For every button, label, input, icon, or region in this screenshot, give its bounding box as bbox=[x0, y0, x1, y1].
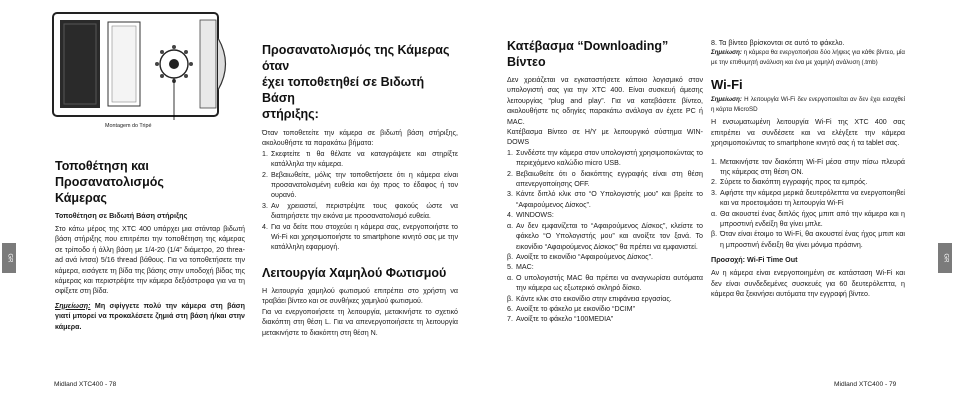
section-body: Η ενσωματωμένη λειτουργία Wi-Fi της XTC 400 σας επιτρέπει να συνδέσετε και να ελέγξετε την κάμερα χρησιμοποιώντας το smartphone κινητό σας ή τα tablet σας. bbox=[711, 118, 905, 148]
list-item: 2. Σύρετε το διακόπτη εγγραφής προς τα εμπρός. bbox=[711, 178, 868, 187]
section-camera-mounting bbox=[55, 158, 245, 332]
section-body: Κατέβασμα Βίντεο σε Η/Υ με λειτουργικό σύστημα WIN-DOWS bbox=[507, 128, 703, 147]
page-number-left: Midland XTC400 - 78 bbox=[54, 381, 117, 388]
section-body: Για να ενεργοποιήσετε τη λειτουργία, μετακινήστε το σχετικό διακόπτη στη θέση L. Για να απενεργοποιήσετε τη λειτουργία μετακινήστε το διακόπτη στη θέση N. bbox=[262, 307, 458, 337]
camera-tripod-illustration bbox=[50, 8, 235, 120]
language-tab-left: GR bbox=[2, 243, 16, 273]
section-intro: Όταν τοποθετείτε την κάμερα σε βιδωτή βάση στήριξης, ακολουθήστε τα παρακάτω βήματα: bbox=[262, 129, 458, 148]
section-download bbox=[507, 38, 703, 325]
wifi-note: Σημείωση: Η λειτουργία Wi-Fi δεν ενεργοποιείται αν δεν έχει εισαχθεί η κάρτα MicroSD bbox=[711, 96, 905, 113]
list-item: α. Θα ακουστεί ένας διπλός ήχος μπιπ από την κάμερα και η μπροστινή ενδείξη θα γίνει μπλε. bbox=[711, 209, 905, 229]
section-title-low-light: Λειτουργία Χαμηλού Φωτισμού bbox=[262, 265, 447, 280]
list-item: β. Κάντε κλικ στο εικονίδιο στην επιφάνεια εργασίας. bbox=[507, 294, 672, 303]
list-item: 1. Σκεφτείτε τι θα θέλατε να καταγράψετε και στηρίξτε κατάλληλα την κάμερα. bbox=[262, 149, 458, 169]
figure-caption: Montagem do Tripé bbox=[105, 123, 152, 129]
section-title-wifi: Wi-Fi bbox=[711, 77, 743, 93]
section-wifi bbox=[711, 38, 905, 300]
section-subtitle: Τοποθέτηση σε Βιδωτή Βάση στήριξης bbox=[55, 211, 188, 220]
list-item: 3. Κάντε διπλό κλικ στο “Ο Υπολογιστής μου” και βρείτε το “Αφαιρούμενος Δίσκος”. bbox=[507, 190, 703, 209]
list-item: 1. Συνδέστε την κάμερα στον υπολογιστή χρησιμοποιώντας το περιεχόμενο καλώδιο micro USB. bbox=[507, 148, 703, 168]
list-item: 6. Ανοίξτε το φάκελο με εικονίδιο “DCIM” bbox=[507, 304, 635, 313]
list-item: 2. Βεβαιωθείτε, μόλις την τοποθετήσετε ότι η κάμερα είναι προσανατολισμένη ευθεία και όχι προς το έδαφος ή τον ουρανό. bbox=[262, 170, 458, 200]
list-item: β. Ανοίξτε το εικονίδιο “Αφαιρούμενος Δίσκος”. bbox=[507, 252, 653, 261]
section-body: Η λειτουργία χαμηλού φωτισμού επιτρέπει στο χρήστη να τραβάει βίντεο και σε συνθήκες χαμηλού φωτισμού. bbox=[262, 286, 458, 306]
list-item: 4. Για να δείτε που στοχεύει η κάμερα σας, ενεργοποιήστε το Wi-Fi και χρησιμοποιήστε το smartphone κινητό σας με την κατάλληλη εφαρμογή. bbox=[262, 222, 458, 252]
section-title: Τοποθέτηση και Προσανατολισμός Κάμερας bbox=[55, 159, 164, 205]
section-title: Κατέβασμα “Downloading” Βίντεο bbox=[507, 39, 669, 69]
list-item: 7. Ανοίξτε το φάκελο “100MEDIA” bbox=[507, 315, 614, 324]
list-item: 5. MAC: bbox=[507, 263, 534, 272]
subsection-title: Προσοχή: Wi-Fi Time Out bbox=[711, 255, 798, 265]
section-body: Δεν χρειάζεται να εγκαταστήσετε κάποιο λογισμικό στον υπολογιστή σας για την XTC 400. Είναι συσκευή άμεσης λειτουργίας “plug and play”. Για να κατεβάσετε βίντεο, ακολουθήστε τις οδηγίες παρακάτω ανάλογα αν έχετε PC ή MAC. bbox=[507, 76, 703, 126]
steps-list bbox=[711, 157, 905, 251]
list-item: 3. Αφήστε την κάμερα μερικά δευτερόλεπτα να ενεργοποιηθεί και να προετοιμάσει τη λειτουργία Wi-Fi bbox=[711, 188, 905, 208]
list-item: 3. Αν χρειαστεί, περιστρέψτε τους φακούς ώστε να διατηρήσετε την εικόνα με προσανατολισμό ευθεία. bbox=[262, 201, 458, 221]
section-body: Στο κάτω μέρος της XTC 400 υπάρχει μια στάνταρ βιδωτή βάση στήριξης που επιτρέπει την τοποθέτηση της κάμερας σε τρίποδο ή άλλη βάση με 1/4-20 (1/4” διάμετρο, 20 threa-ad ανά ίντσα) 5/16 thread βάθους. Για να τοποθετήσετε την κάμερα, εισάγετε τη βίδα της βάσης στην υποδοχή βίδας της κάμερας και περιστρέψτε την κάμερα δεξιόστροφα για να τη σφίξετε στη βίδα. bbox=[55, 225, 245, 296]
list-item: 8. Τα βίντεο βρίσκονται σε αυτό το φάκελο. bbox=[711, 39, 845, 47]
list-item: α. Ο υπολογιστής MAC θα πρέπει να αναγνωρίσει αυτόματα την κάμερα ως εξωτερικό σκληρό δίσκο. bbox=[507, 273, 703, 293]
language-tab-right: GR bbox=[938, 243, 952, 273]
list-item: β. Όταν είναι έτοιμο το Wi-Fi, θα ακουστεί ένας ήχος μπιπ και η μπροστινή ένδειξη θα γίνει μόνιμα πράσινη. bbox=[711, 230, 905, 249]
steps-list bbox=[262, 149, 458, 253]
note: Σημείωση: η κάμερα θα ενεργοποιήσει δύο λήψεις για κάθε βίντεο, μία με την επιθυμητή ανάλυση και ένα με χαμηλή ανάλυση (.tmb) bbox=[711, 49, 905, 66]
steps-list bbox=[507, 148, 703, 325]
section-title: Προσανατολισμός της Κάμερας όταν έχει τοποθετηθεί σε Βιδωτή Βάση στήριξης: bbox=[262, 43, 450, 121]
section-body: Αν η κάμερα είναι ενεργοποιημένη σε κατάσταση Wi-Fi και δεν είναι συνδεδεμένες συσκευές για 60 δευτερόλεπτα, η κάμερα θα ξεκινήσει αυτόματα την εγγραφή βίντεο. bbox=[711, 269, 905, 299]
page-number-right: Midland XTC400 - 79 bbox=[834, 381, 897, 388]
section-orientation bbox=[262, 42, 458, 338]
list-item: α. Αν δεν εμφανίζεται το “Αφαιρούμενος Δίσκος”, κλείστε το φάκελο “Ο Υπολογιστής μου” και ανοίξτε τον ξανά. Το εικονίδιο “Αφαιρούμενος Δίσκος” θα πρέπει να εμφανιστεί. bbox=[507, 221, 703, 251]
list-item: 2. Βεβαιωθείτε ότι ο διακόπτης εγγραφής είναι στη θέση απενεργοποίησης OFF. bbox=[507, 169, 703, 189]
list-item: 1. Μετακινήστε τον διακόπτη Wi-Fi μέσα στην πίσω πλευρά της κάμερας στη θέση ON. bbox=[711, 157, 905, 177]
note: Σημείωση: Μη σφίγγετε πολύ την κάμερα στη βάση γιατί μπορεί να προκαλέσετε ζημιά στη βάση ή/και στην κάμερα. bbox=[55, 301, 245, 331]
list-item: 4. WINDOWS: bbox=[507, 211, 554, 220]
